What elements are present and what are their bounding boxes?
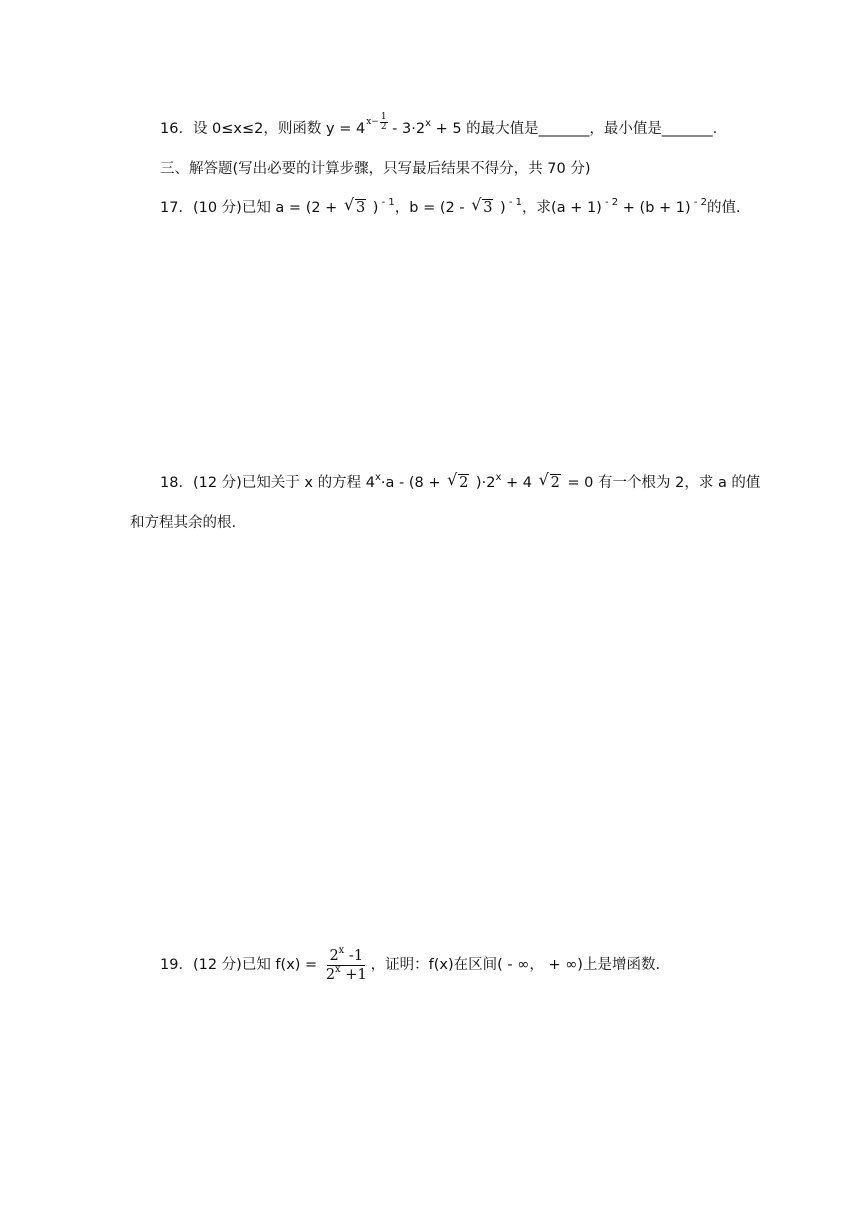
superscript: x [374, 472, 381, 483]
question-number: 16． [160, 121, 193, 137]
question-text: ，求(a + 1) [522, 200, 602, 216]
denominator-base: 2 [325, 966, 336, 983]
radicand: 3 [355, 200, 366, 216]
question-text: 设 0≤x≤2，则函数 y = 4 [192, 121, 366, 137]
radical-sign: √ [471, 195, 482, 214]
superscript: - 2 [690, 197, 707, 208]
sqrt-2 [447, 472, 469, 494]
question-number: 18． [160, 475, 193, 491]
question-text: (12 分)已知关于 x 的方程 4 [192, 475, 375, 491]
radicand: 3 [483, 200, 493, 216]
superscript: x [335, 963, 341, 975]
superscript: x [495, 472, 502, 483]
fraction-denominator [324, 963, 369, 984]
question-text: + 5 的最大值是_______，最小值是_______. [430, 121, 718, 137]
exponent-half [380, 113, 388, 132]
superscript: - 1 [378, 197, 395, 208]
fraction-numerator [327, 944, 365, 966]
sqrt-3 [471, 197, 493, 219]
question-text: 的值. [706, 200, 741, 216]
superscript: - 2 [601, 197, 619, 208]
denominator-tail: +1 [340, 966, 367, 983]
question-text: - 3·2 [387, 121, 426, 137]
sqrt-3 [344, 197, 366, 219]
superscript: x [425, 118, 431, 129]
question-16 [160, 111, 718, 142]
radical-sign: √ [343, 195, 355, 214]
exponent-var: x [366, 117, 372, 127]
radical-sign: √ [447, 470, 458, 489]
question-text: ·a - (8 + [380, 475, 446, 491]
question-text: + (b + 1) [618, 200, 691, 216]
question-number: 17． [160, 200, 193, 216]
radicand: 2 [550, 475, 560, 491]
question-text: ，证明：f(x)在区间( - ∞， + ∞)上是增函数. [370, 957, 661, 973]
question-text: (12 分)已知 f(x) = [192, 957, 322, 973]
question-text: )·2 [471, 475, 496, 491]
section-heading: 三、解答题(写出必要的计算步骤，只写最后结果不得分，共 70 分) [160, 161, 591, 177]
question-19 [160, 945, 660, 985]
fraction [324, 944, 369, 984]
question-17 [160, 197, 741, 219]
exponent-fraction [366, 111, 387, 133]
question-text: = 0 有一个根为 2，求 a 的值 [562, 475, 761, 491]
question-text: ) [368, 200, 379, 216]
question-number: 19． [160, 957, 193, 973]
radical-sign: √ [538, 470, 549, 489]
question-text: (10 分)已知 a = (2 + [192, 200, 342, 216]
superscript: - 1 [505, 197, 523, 208]
exponent-denominator: 2 [380, 121, 387, 132]
numerator-tail: -1 [344, 947, 364, 964]
exponent-numerator: 1 [380, 111, 387, 122]
question-text: ) [495, 200, 506, 216]
question-18-continuation: 和方程其余的根. [130, 515, 237, 531]
exponent-minus: − [371, 117, 379, 127]
question-18 [160, 472, 760, 494]
question-text: ，b = (2 - [394, 200, 470, 216]
superscript: x [338, 944, 345, 956]
radicand: 2 [459, 475, 469, 491]
sqrt-2 [539, 472, 561, 494]
question-text: + 4 [501, 475, 537, 491]
numerator-base: 2 [329, 947, 339, 964]
